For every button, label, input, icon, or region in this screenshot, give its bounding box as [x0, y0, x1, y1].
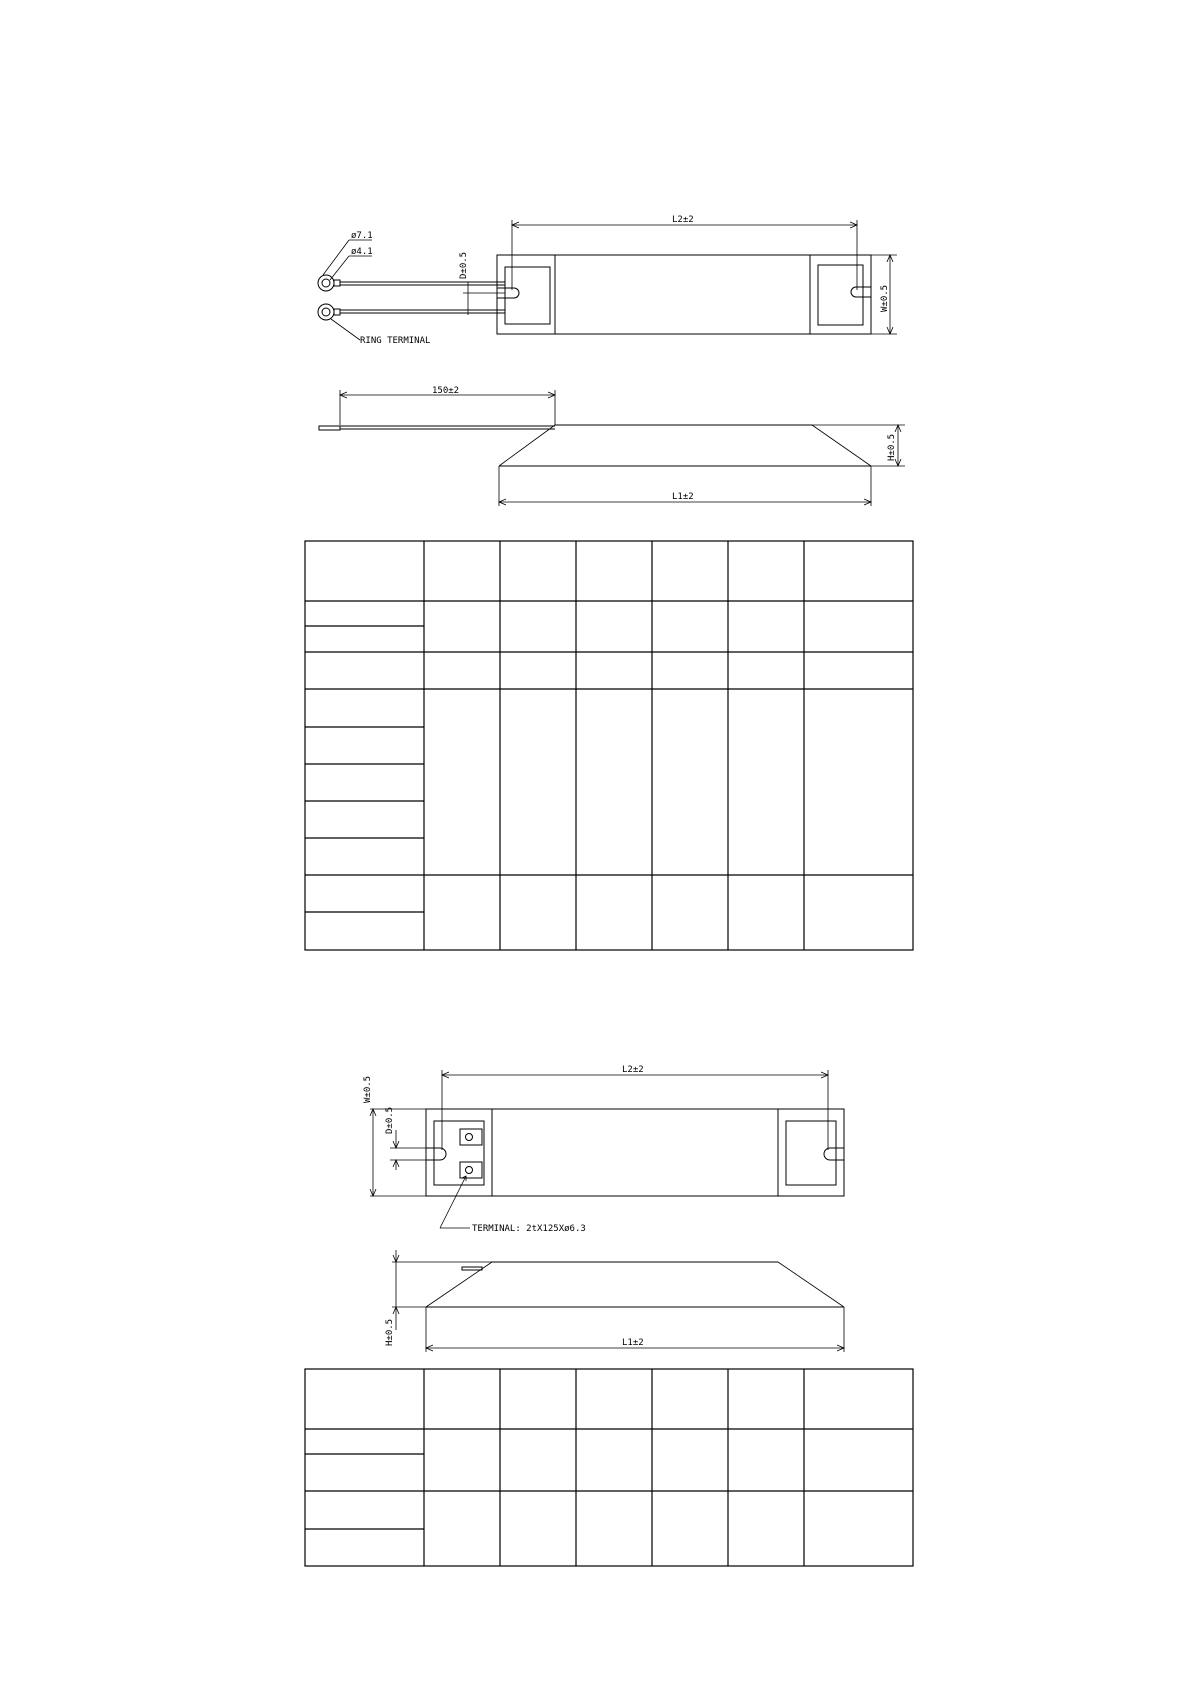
l2-label-2: L2±2: [622, 1065, 644, 1075]
w-dimension-2: [363, 1076, 426, 1196]
ring-terminal-callout: [331, 319, 430, 346]
l1-label-1: L1±2: [672, 492, 694, 502]
l1-dimension-2: [426, 1307, 844, 1352]
spec-table-1: [305, 541, 913, 950]
h-label-1: H±0.5: [887, 433, 897, 461]
resistor-body-1: [497, 255, 871, 334]
resistor-body-2: [426, 1109, 844, 1196]
body-profile-2: [426, 1262, 844, 1307]
d-label-1: D±0.5: [459, 251, 469, 279]
body-profile-1: [499, 425, 871, 466]
tab-terminal-icon: [460, 1129, 482, 1178]
spec-table-2: [305, 1369, 913, 1566]
lead-length-label: 150±2: [432, 386, 460, 396]
drawing2-top-view: [363, 1065, 844, 1234]
l1-dimension-1: [499, 466, 871, 506]
d-dimension-2: [385, 1107, 426, 1170]
d-dimension-1: [459, 252, 505, 315]
drawing1-side-view: [319, 386, 905, 506]
l2-dimension-1: [512, 215, 857, 290]
h-label-2: H±0.5: [385, 1318, 395, 1346]
w-dimension-1: [871, 255, 897, 334]
ring-terminal-icon: [318, 275, 340, 320]
lead-length-dimension: [340, 386, 555, 425]
w-label-1: W±0.5: [880, 284, 890, 312]
h-dimension-1: [812, 425, 905, 466]
drawing1-top-view: [318, 215, 897, 346]
terminal-label: TERMINAL: 2tX125Xø6.3: [472, 1224, 586, 1234]
ring-terminal-label: RING TERMINAL: [360, 336, 431, 346]
lead-wire-side: [319, 426, 555, 430]
d-label-2: D±0.5: [385, 1106, 395, 1134]
terminal-callout: [440, 1176, 586, 1234]
l2-label-1: L2±2: [672, 215, 694, 225]
tab-side: [462, 1267, 482, 1270]
w-label-2: W±0.5: [363, 1075, 373, 1103]
lead-wires-1: [340, 282, 505, 313]
l1-label-2: L1±2: [622, 1338, 644, 1348]
phi-outer-label: ø7.1: [351, 231, 373, 241]
l2-dimension-2: [442, 1065, 828, 1150]
phi-inner-label: ø4.1: [351, 247, 373, 257]
phi-leaders: [323, 231, 373, 280]
drawing2-side-view: [385, 1250, 844, 1352]
